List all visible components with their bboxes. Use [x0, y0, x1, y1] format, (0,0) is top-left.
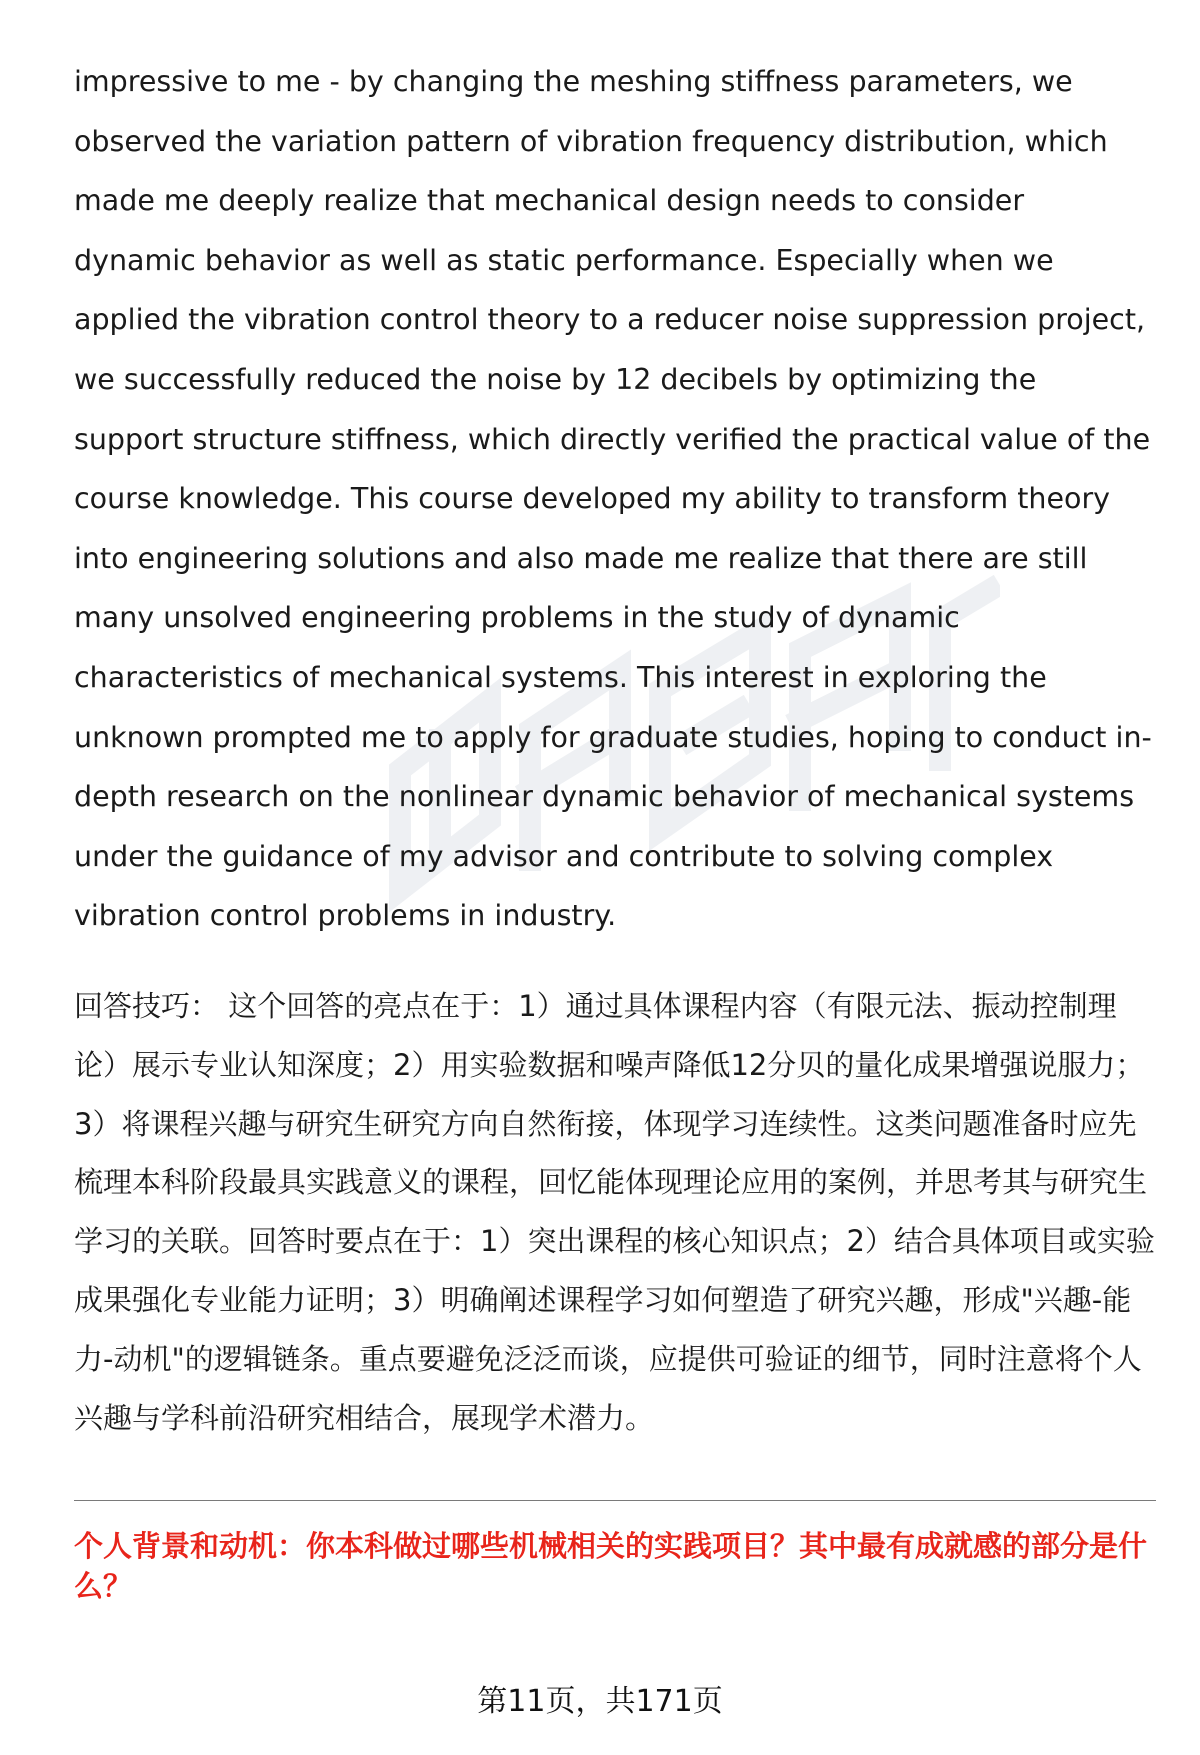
section-divider	[74, 1500, 1156, 1501]
answer-tips-paragraph: 回答技巧： 这个回答的亮点在于：1）通过具体课程内容（有限元法、振动控制理论）展示专业认知深度；2）用实验数据和噪声降低12分贝的量化成果增强说服力；3）将课程兴趣与研究生研究方向自然衔接，体现学习连续性。这类问题准备时应先梳理本科阶段最具实践意义的课程，回忆能体现理论应用的案例，并思考其与研究生学习的关联。回答时要点在于：1）突出课程的核心知识点；2）结合具体项目或实验成果强化专业能力证明；3）明确阐述课程学习如何塑造了研究兴趣，形成"兴趣-能力-动机"的逻辑链条。重点要避免泛泛而谈，应提供可验证的细节，同时注意将个人兴趣与学科前沿研究相结合，展现学术潜力。	[74, 989, 1155, 1435]
page-number-footer: 第11页，共171页	[477, 1684, 723, 1719]
next-question-heading: 个人背景和动机：你本科做过哪些机械相关的实践项目？其中最有成就感的部分是什么？	[74, 1529, 1148, 1603]
body-paragraph: impressive to me - by changing the meshing stiffness parameters, we observed the variation pattern of vibration frequency distribution, which made me deeply realize that mechanical design needs to consider dynamic behavior as well as static performance. Especially when we applied the vibration control theory to a reducer noise suppression project, we successfully reduced the noise by 12 decibels by optimizing the support structure stiffness, which directly verified the practical value of the course knowledge. This course developed my ability to transform theory into engineering solutions and also made me realize that there are still many unsolved engineering problems in the study of dynamic characteristics of mechanical systems. This interest in exploring the unknown prompted me to apply for graduate studies, hoping to conduct in-depth research on the nonlinear dynamic behavior of mechanical systems under the guidance of my advisor and contribute to solving complex vibration control problems in industry.	[74, 65, 1152, 933]
